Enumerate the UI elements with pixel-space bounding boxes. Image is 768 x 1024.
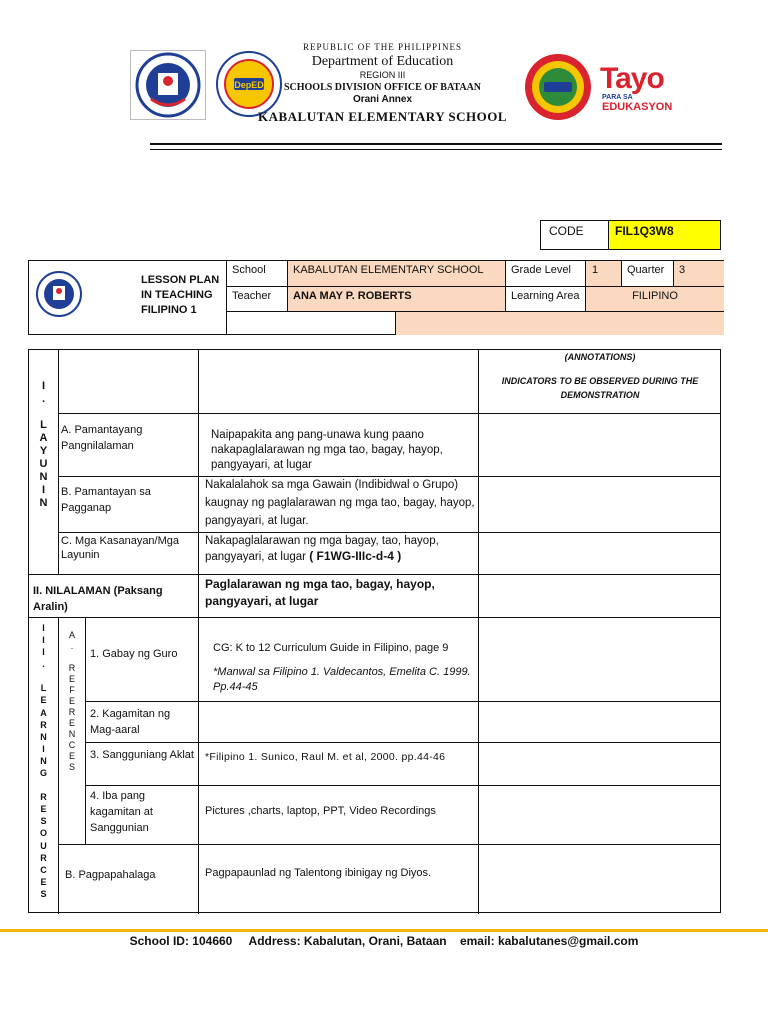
ref-2-label: 2. Kagamitan ng Mag-aaral — [90, 708, 171, 736]
grade-label: Grade Level — [511, 264, 571, 276]
nilalaman-text: Paglalarawan ng mga tao, bagay, hayop, pangyayari, at lugar — [205, 577, 435, 608]
tayo-word: Tayo — [600, 62, 664, 95]
ref-4-label: 4. Iba pang kagamitan at Sanggunian — [90, 790, 153, 834]
row-b-label: B. Pamantayan sa Pagganap — [61, 486, 151, 514]
layunin-vertical-label: I . L A Y U N I N — [39, 380, 48, 509]
deped-small-seal-icon — [34, 269, 84, 319]
ref-3-text: *Filipino 1. Sunico, Raul M. et al, 2000. pp.44-46 — [205, 751, 446, 763]
table-line — [58, 413, 721, 414]
pagpapahalaga-label: B. Pagpapahalaga — [65, 869, 156, 881]
row-b-text: Nakalalahok sa mga Gawain (Indibidwal o Grupo) kaugnay ng paglalarawan ng mga tao, bagay, hayop, pangyayari, at lugar. — [205, 479, 475, 527]
table-line — [85, 742, 721, 743]
teacher-value: ANA MAY P. ROBERTS — [293, 290, 412, 302]
quarter-value: 3 — [679, 264, 686, 276]
learning-resources-vertical-label: I I I . L E A R N I N G R E S O U R C E S — [39, 623, 47, 899]
department-line: Department of Education — [311, 54, 454, 69]
header-rule-top — [150, 143, 722, 145]
svg-text:DepED: DepED — [234, 80, 264, 90]
table-line — [85, 785, 721, 786]
code-box — [540, 220, 721, 250]
annex-line: Orani Annex — [352, 94, 413, 105]
pagpapahalaga-text: Pagpapaunlad ng Talentong ibinigay ng Diyos. — [205, 867, 432, 879]
teacher-label: Teacher — [232, 290, 272, 302]
table-line — [29, 574, 721, 575]
ref-1-text-manwal: *Manwal sa Filipino 1. Valdecantos, Emelita C. 1999. Pp.44-45 — [213, 666, 471, 693]
lesson-title-l1: LESSON PLAN — [141, 274, 220, 286]
row-a-text: Naipapakita ang pang-unawa kung paano nakapaglalarawan ng mga tao, bagay, hayop, pangyayari, at lugar — [211, 429, 443, 471]
code-label: CODE — [541, 221, 609, 249]
table-line — [85, 701, 721, 702]
tayo-sub2: EDUKASYON — [602, 101, 673, 113]
lesson-info-table — [28, 260, 724, 335]
ref-1-label: 1. Gabay ng Guro — [90, 648, 178, 660]
lesson-title — [141, 273, 219, 318]
school-name: KABALUTAN ELEMENTARY SCHOOL — [258, 109, 507, 124]
quarter-label: Quarter — [627, 264, 665, 276]
ref-4-text: Pictures ,charts, laptop, PPT, Video Recordings — [205, 805, 436, 817]
tayo-logo — [600, 62, 680, 113]
row-c-text: Nakapaglalarawan ng mga bagay, tao, hayop, pangyayari, at lugar ( F1WG-IIIc-d-4 ) — [205, 535, 439, 563]
footer-gold-rule — [0, 929, 768, 932]
annotations-header: (ANNOTATIONS) — [564, 352, 636, 362]
nilalaman-label: II. NILALAMAN (Paksang Aralin) — [33, 585, 163, 613]
area-label: Learning Area — [511, 290, 580, 302]
references-vertical-label: A . R E F E R E N C E S — [68, 630, 76, 772]
code-value: FIL1Q3W8 — [609, 221, 720, 249]
table-line — [58, 844, 721, 845]
row-c-label: C. Mga Kasanayan/Mga Layunin — [61, 535, 180, 561]
school-label: School — [232, 264, 266, 276]
table-line — [478, 350, 479, 914]
table-line — [198, 350, 199, 914]
ref-3-label: 3. Sangguniang Aklat — [90, 749, 194, 761]
table-line — [58, 350, 59, 574]
area-value: FILIPINO — [632, 290, 678, 302]
info-divider — [621, 261, 622, 286]
footer-contact: School ID: 104660 Address: Kabalutan, Orani, Bataan email: kabalutanes@gmail.com — [129, 934, 639, 948]
region-line: REGION III — [359, 70, 406, 80]
table-line — [85, 617, 86, 844]
indicators-header: INDICATORS TO BE OBSERVED DURING THE DEMONSTRATION — [501, 376, 699, 400]
table-line — [29, 617, 721, 618]
blank-peach-cell — [396, 312, 724, 335]
ref-1-text-cg: CG: K to 12 Curriculum Guide in Filipino, page 9 — [213, 642, 449, 654]
info-divider — [226, 261, 227, 335]
division-line: SCHOOLS DIVISION OFFICE OF BATAAN — [283, 82, 482, 93]
republic-line: REPUBLIC OF THE PHILIPPINES — [302, 42, 463, 52]
deped-seal-icon — [130, 50, 206, 120]
tayo-sub1: PARA SA — [602, 94, 633, 101]
row-a-label: A. Pamantayang Pangnilalaman — [61, 424, 143, 452]
grade-value: 1 — [592, 264, 599, 276]
lesson-title-l2: IN TEACHING — [141, 289, 213, 301]
lesson-plan-table — [28, 349, 721, 913]
table-line — [58, 532, 721, 533]
header-rule-bottom — [150, 149, 722, 150]
school-value: KABALUTAN ELEMENTARY SCHOOL — [293, 264, 484, 276]
lesson-title-l3: FILIPINO 1 — [141, 304, 197, 316]
